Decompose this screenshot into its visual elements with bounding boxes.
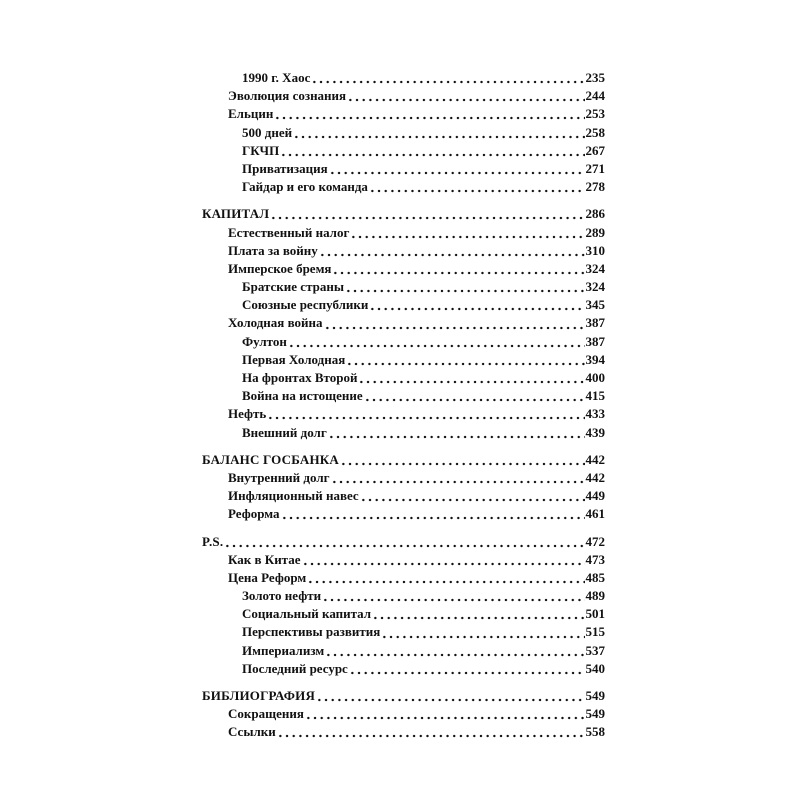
toc-entry	[202, 660, 605, 678]
dot-leader	[311, 78, 584, 84]
dot-leader	[324, 324, 585, 330]
dot-leader	[277, 732, 585, 738]
toc-entry-title: БИБЛИОГРАФИЯ	[202, 688, 316, 703]
toc-section-heading	[202, 687, 605, 705]
toc-page-number: 387	[585, 315, 605, 331]
dot-leader	[369, 187, 585, 193]
toc-page-number: 271	[585, 160, 605, 176]
toc-entry-title: Ельцин	[228, 106, 274, 122]
toc-page-number: 558	[585, 724, 605, 740]
toc-entry-title: 500 дней	[242, 124, 293, 140]
toc-entry-title: P.S.	[202, 533, 224, 549]
toc-page-number: 442	[585, 469, 605, 485]
toc-page-number: 310	[585, 242, 605, 258]
toc-page-number: 324	[585, 279, 605, 295]
toc-page-number: 515	[585, 624, 605, 640]
toc-page-number: 387	[585, 333, 605, 349]
toc-entry	[202, 723, 605, 741]
toc-page-number: 442	[585, 451, 605, 467]
toc-page-number: 324	[585, 260, 605, 276]
table-of-contents	[202, 69, 605, 742]
toc-entry-title: КАПИТАЛ	[202, 206, 270, 222]
dot-leader	[328, 433, 585, 439]
toc-entry	[202, 105, 605, 123]
toc-entry	[202, 424, 605, 442]
dot-leader	[224, 542, 584, 548]
toc-entry	[202, 278, 605, 296]
dot-leader	[381, 633, 584, 639]
toc-page-number: 267	[585, 142, 605, 158]
toc-entry	[202, 642, 605, 660]
toc-section-heading	[202, 205, 605, 223]
toc-entry	[202, 351, 605, 369]
toc-page-number: 501	[585, 606, 605, 622]
dot-leader	[319, 251, 585, 257]
toc-page-number: 394	[585, 351, 605, 367]
toc-page-number: 472	[585, 533, 605, 549]
toc-entry-title: Плата за войну	[228, 242, 318, 258]
dot-leader	[305, 714, 585, 720]
toc-page-number: 253	[585, 106, 605, 122]
toc-page-number: 549	[585, 688, 605, 703]
dot-leader	[307, 578, 584, 584]
toc-page-number: 235	[585, 70, 605, 85]
dot-leader	[274, 114, 584, 120]
toc-entry-title: Социальный капитал	[242, 606, 372, 622]
toc-entry	[202, 369, 605, 387]
toc-page-number: 461	[585, 506, 605, 522]
dot-leader	[331, 478, 585, 484]
dot-leader	[281, 514, 585, 520]
toc-page-number: 433	[585, 406, 605, 422]
toc-entry-title: Последний ресурс	[242, 660, 348, 676]
toc-entry	[202, 333, 605, 351]
toc-entry-title: Цена Реформ	[228, 569, 307, 585]
toc-entry	[202, 469, 605, 487]
dot-leader	[347, 96, 584, 102]
dot-leader	[325, 651, 584, 657]
dot-leader	[270, 214, 584, 220]
dot-leader	[267, 414, 584, 420]
toc-entry	[202, 296, 605, 314]
toc-entry-title: БАЛАНС ГОСБАНКА	[202, 451, 339, 467]
toc-page-number: 415	[585, 388, 605, 404]
toc-entry-title: Как в Китае	[228, 551, 301, 567]
toc-entry-title: ГКЧП	[242, 142, 280, 158]
toc-entry	[202, 314, 605, 332]
toc-page-number: 286	[585, 206, 605, 222]
toc-entry-title: Война на истощение	[242, 388, 363, 404]
toc-page-number: 244	[585, 88, 605, 104]
toc-entry-title: Золото нефти	[242, 588, 322, 604]
toc-entry-title: Братские страны	[242, 279, 344, 295]
toc-entry	[202, 405, 605, 423]
toc-page-number: 258	[585, 124, 605, 140]
toc-entry	[202, 569, 605, 587]
dot-leader	[350, 233, 584, 239]
dot-leader	[358, 378, 584, 384]
dot-leader	[360, 496, 585, 502]
toc-entry	[202, 623, 605, 641]
dot-leader	[293, 133, 584, 139]
toc-page-number: 540	[585, 660, 605, 676]
toc-page-number: 289	[585, 224, 605, 240]
toc-page-number: 485	[585, 569, 605, 585]
toc-entry-title: 1990 г. Хаос	[242, 70, 311, 85]
toc-entry	[202, 242, 605, 260]
dot-leader	[302, 560, 585, 566]
dot-leader	[349, 669, 585, 675]
dot-leader	[322, 596, 584, 602]
toc-entry	[202, 160, 605, 178]
toc-entry	[202, 87, 605, 105]
dot-leader	[316, 696, 584, 702]
toc-page-number: 537	[585, 642, 605, 658]
toc-entry-title: Внешний долг	[242, 424, 327, 440]
toc-entry-title: Империализм	[242, 642, 325, 658]
toc-section-heading	[202, 451, 605, 469]
toc-entry	[202, 587, 605, 605]
toc-entry-title: Ссылки	[228, 724, 276, 740]
toc-entry	[202, 142, 605, 160]
toc-page-number: 439	[585, 424, 605, 440]
toc-page-number: 473	[585, 551, 605, 567]
toc-entry-title: Внутренний долг	[228, 469, 330, 485]
dot-leader	[372, 614, 584, 620]
toc-entry-title: Сокращения	[228, 706, 304, 722]
toc-section-heading	[202, 533, 605, 551]
dot-leader	[364, 396, 585, 402]
toc-entry-title: Имперское бремя	[228, 260, 332, 276]
toc-entry	[202, 487, 605, 505]
toc-entry-title: Инфляционный навес	[228, 488, 359, 504]
toc-page-number: 345	[585, 297, 605, 313]
toc-entry-title: Перспективы развития	[242, 624, 381, 640]
toc-entry	[202, 124, 605, 142]
toc-entry-title: На фронтах Второй	[242, 370, 358, 385]
toc-entry-title: Первая Холодная	[242, 351, 346, 367]
dot-leader	[329, 169, 585, 175]
toc-entry	[202, 705, 605, 723]
dot-leader	[346, 360, 584, 366]
dot-leader	[280, 151, 584, 157]
toc-entry	[202, 178, 605, 196]
toc-entry	[202, 69, 605, 87]
toc-entry-title: Холодная война	[228, 315, 323, 331]
toc-entry-title: Эволюция сознания	[228, 88, 347, 104]
toc-entry-title: Нефть	[228, 406, 267, 422]
toc-page-number: 278	[585, 179, 605, 195]
toc-entry-title: Естественный налог	[228, 224, 350, 240]
toc-entry	[202, 387, 605, 405]
dot-leader	[345, 287, 585, 293]
dot-leader	[332, 269, 584, 275]
toc-page-number: 549	[585, 706, 605, 722]
toc-entry-title: Фултон	[242, 333, 287, 349]
toc-entry	[202, 505, 605, 523]
toc-entry	[202, 551, 605, 569]
toc-page-number: 489	[585, 588, 605, 604]
toc-entry-title: Приватизация	[242, 160, 328, 176]
toc-page-number: 449	[585, 488, 605, 504]
dot-leader	[369, 305, 584, 311]
toc-entry-title: Реформа	[228, 506, 280, 522]
dot-leader	[288, 342, 585, 348]
dot-leader	[340, 460, 585, 466]
toc-page-number: 400	[585, 370, 605, 385]
toc-entry	[202, 605, 605, 623]
toc-entry	[202, 224, 605, 242]
toc-entry-title: Гайдар и его команда	[242, 179, 368, 195]
toc-entry-title: Союзные республики	[242, 297, 369, 313]
toc-entry	[202, 260, 605, 278]
